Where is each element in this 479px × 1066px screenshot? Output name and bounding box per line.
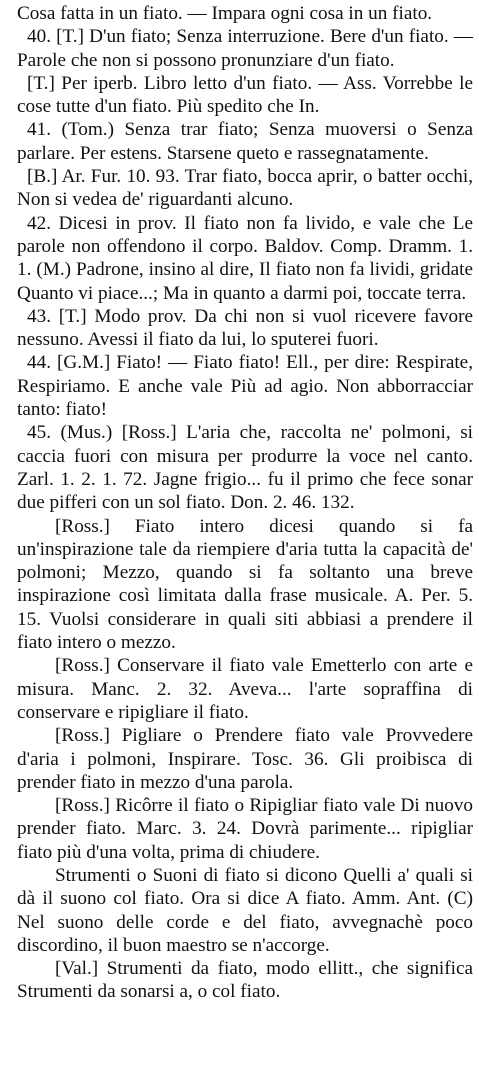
entry-conservare-fiato: [Ross.] Conservare il fiato vale Emetterlo con arte e misura. Manc. 2. 32. Aveva... l'arte sopraffina di conservare e ripigliare il fiato.	[17, 655, 473, 723]
entry-44: 44. [G.M.] Fiato! — Fiato fiato! Ell., per dire: Respirate, Respiriamo. E anche vale Più ad agio. Non abborracciar tanto: fiato!	[17, 352, 473, 421]
entry-pigliare-fiato: [Ross.] Pigliare o Prendere fiato vale Provvedere d'aria i polmoni, Inspirare. Tosc. 36. Gli proibisca di prender fiato in mezzo d'una parola.	[17, 725, 473, 793]
entry-45: 45. (Mus.) [Ross.] L'aria che, raccolta ne' polmoni, si caccia fuori con misura per produrre la voce nel canto. Zarl. 1. 2. 1. 72. Jagne frigio... fu il primo che fece sonar due pifferi con un sol fiato. Don. 2. 46. 132.	[17, 422, 473, 514]
entry-iperb: [T.] Per iperb. Libro letto d'un fiato. — Ass. Vorrebbe le cose tutte d'un fiato. Più spedito che In.	[17, 72, 473, 118]
entry-strumenti-da-fiato: [Val.] Strumenti da fiato, modo ellitt., che significa Strumenti da sonarsi a, o col fiato.	[17, 958, 473, 1003]
entry-fiato-intero: [Ross.] Fiato intero dicesi quando si fa un'inspirazione tale da riempiere d'aria tutta la capacità de' polmoni; Mezzo, quando si fa soltanto una breve inspirazione così limitata dalla frase musicale. A. Per. 5. 15. Vuolsi considerare in quali siti abbiasi a prendere il fiato intero o mezzo.	[17, 515, 473, 654]
entry-42: 42. Dicesi in prov. Il fiato non fa livido, e vale che Le parole non offendono il corpo. Baldov. Comp. Dramm. 1. 1. (M.) Padrone, insino al dire, Il fiato non fa lividi, gridate Quanto vi piace...; Ma in quanto a darmi poi, toccate terra.	[17, 212, 473, 304]
entry-strumenti-fiato: Strumenti o Suoni di fiato si dicono Quelli a' quali si dà il suono col fiato. Ora si dice A fiato. Amm. Ant. (C) Nel suono delle corde e del fiato, avvegnachè poco discordino, il buon maestro se n'accorge.	[17, 864, 473, 956]
entry-40: 40. [T.] D'un fiato; Senza interruzione. Bere d'un fiato. — Parole che non si possono pronunziare d'un fiato.	[17, 26, 473, 71]
entry-43: 43. [T.] Modo prov. Da chi non si vuol ricevere favore nessuno. Avessi il fiato da lui, lo sputerei fuori.	[17, 305, 473, 351]
entry-41: 41. (Tom.) Senza trar fiato; Senza muoversi o Senza parlare. Per estens. Starsene queto e rassegnatamente.	[17, 119, 473, 164]
entry-ricorre-fiato: [Ross.] Ricôrre il fiato o Ripigliar fiato vale Di nuovo prender fiato. Marc. 3. 24. Dovrà parimente... ripigliar fiato più d'una volta, prima di chiudere.	[17, 795, 473, 863]
entry-cosa-fatta: Cosa fatta in un fiato. — Impara ogni cosa in un fiato.	[17, 3, 433, 24]
entry-ar-fur: [B.] Ar. Fur. 10. 93. Trar fiato, bocca aprir, o batter occhi, Non si vedea de' riguardanti alcuno.	[17, 166, 473, 211]
